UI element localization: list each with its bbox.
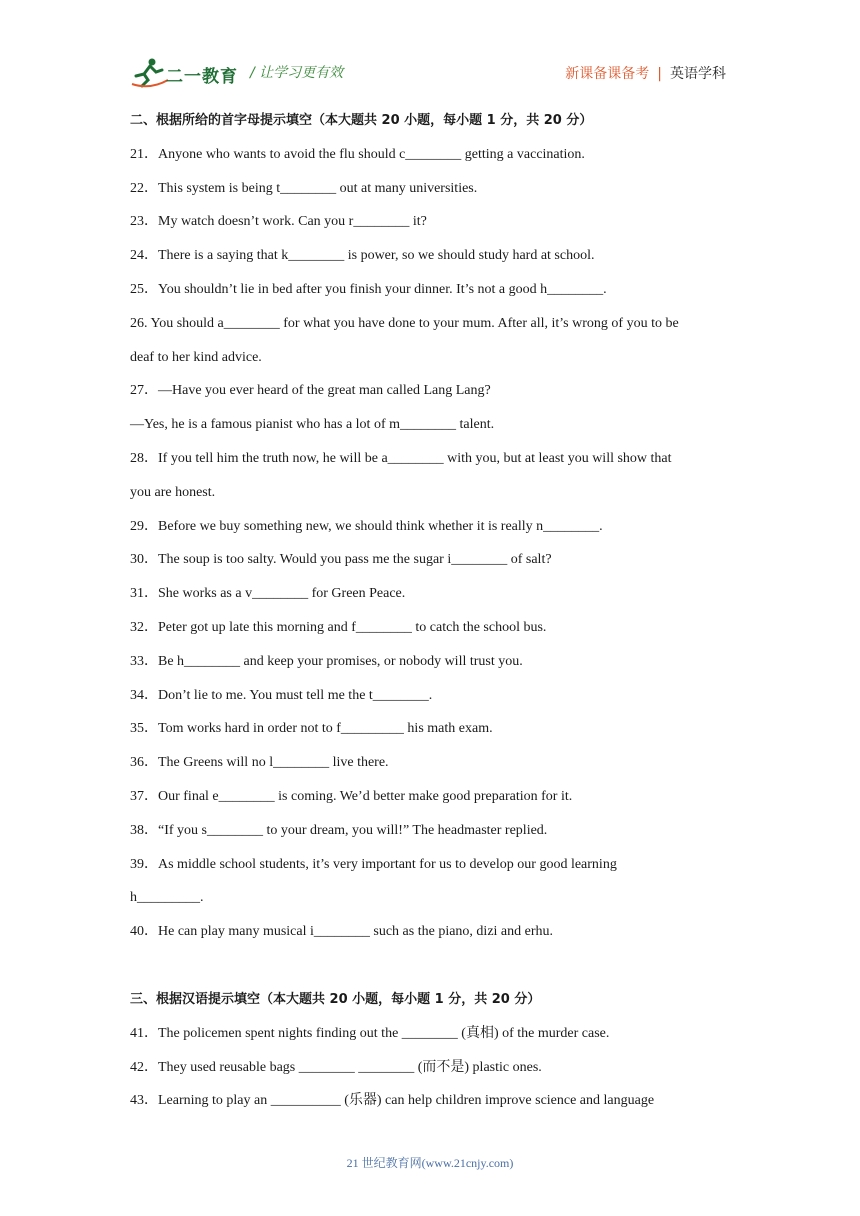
question-line: 31．She works as a v________ for Green Peace. xyxy=(130,586,406,602)
question-line: 23．My watch doesn’t work. Can you r________ it? xyxy=(130,214,427,230)
question-line: h_________. xyxy=(130,890,204,906)
question-line: 27．—Have you ever heard of the great man called Lang Lang? xyxy=(130,383,491,399)
question-line: —Yes, he is a famous pianist who has a lot of m________ talent. xyxy=(130,417,495,433)
course-label: 新课备课备考 xyxy=(565,66,650,82)
question-line: 24．There is a saying that k________ is power, so we should study hard at school. xyxy=(130,248,595,264)
question-line: 30．The soup is too salty. Would you pass me the sugar i________ of salt? xyxy=(130,552,552,568)
section-title: 三、根据汉语提示填空（本大题共 20 小题，每小题 1 分，共 20 分） xyxy=(130,991,541,1007)
question-line: 22．This system is being t________ out at many universities. xyxy=(130,180,478,196)
question-line: 33．Be h________ and keep your promises, or nobody will trust you. xyxy=(130,653,523,669)
question-line: 34．Don’t lie to me. You must tell me the t________. xyxy=(130,687,433,703)
question-line: 32．Peter got up late this morning and f________ to catch the school bus. xyxy=(130,619,547,635)
slogan: / 让学习更有效 xyxy=(250,65,344,81)
question-line: 36．The Greens will no l________ live there. xyxy=(130,755,389,771)
logo xyxy=(130,56,250,90)
logo-text: 二一教育 xyxy=(166,67,238,87)
question-line: 35．Tom works hard in order not to f_________ his math exam. xyxy=(130,721,493,737)
question-line: 29．Before we buy something new, we should think whether it is really n________. xyxy=(130,518,603,534)
question-line: 37．Our final e________ is coming. We’d better make good preparation for it. xyxy=(130,788,573,804)
running-man-icon xyxy=(130,56,170,90)
question-line: 41．The policemen spent nights finding out the ________ (真相) of the murder case. xyxy=(130,1025,610,1041)
header-separator: | xyxy=(657,66,662,82)
question-line: 42．They used reusable bags ________ ________ (而不是) plastic ones. xyxy=(130,1059,542,1075)
section-gap xyxy=(130,955,730,989)
page-header xyxy=(130,56,726,92)
question-line: you are honest. xyxy=(130,484,216,500)
subject-label: 英语学科 xyxy=(670,66,726,82)
question-line: 40．He can play many musical i________ such as the piano, dizi and erhu. xyxy=(130,924,554,940)
page-footer: 21 世纪教育网(www.21cnjy.com) xyxy=(346,1156,514,1170)
header-course-info xyxy=(565,63,726,83)
question-line: 28．If you tell him the truth now, he will be a________ with you, but at least you will show that xyxy=(130,450,672,466)
question-line: 25．You shouldn’t lie in bed after you finish your dinner. It’s not a good h________. xyxy=(130,281,607,297)
question-line: 43．Learning to play an __________ (乐器) can help children improve science and language xyxy=(130,1093,655,1109)
question-line: 39．As middle school students, it’s very important for us to develop our good learning xyxy=(130,856,617,872)
question-line: 38．“If you s________ to your dream, you will!” The headmaster replied. xyxy=(130,822,548,838)
worksheet-content xyxy=(130,110,730,1124)
question-line: 21．Anyone who wants to avoid the flu should c________ getting a vaccination. xyxy=(130,146,585,162)
section-title: 二、根据所给的首字母提示填空（本大题共 20 小题，每小题 1 分，共 20 分） xyxy=(130,113,593,128)
question-line: deaf to her kind advice. xyxy=(130,349,262,365)
question-line: 26. You should a________ for what you have done to your mum. After all, it’s wrong of you to be xyxy=(130,315,679,331)
